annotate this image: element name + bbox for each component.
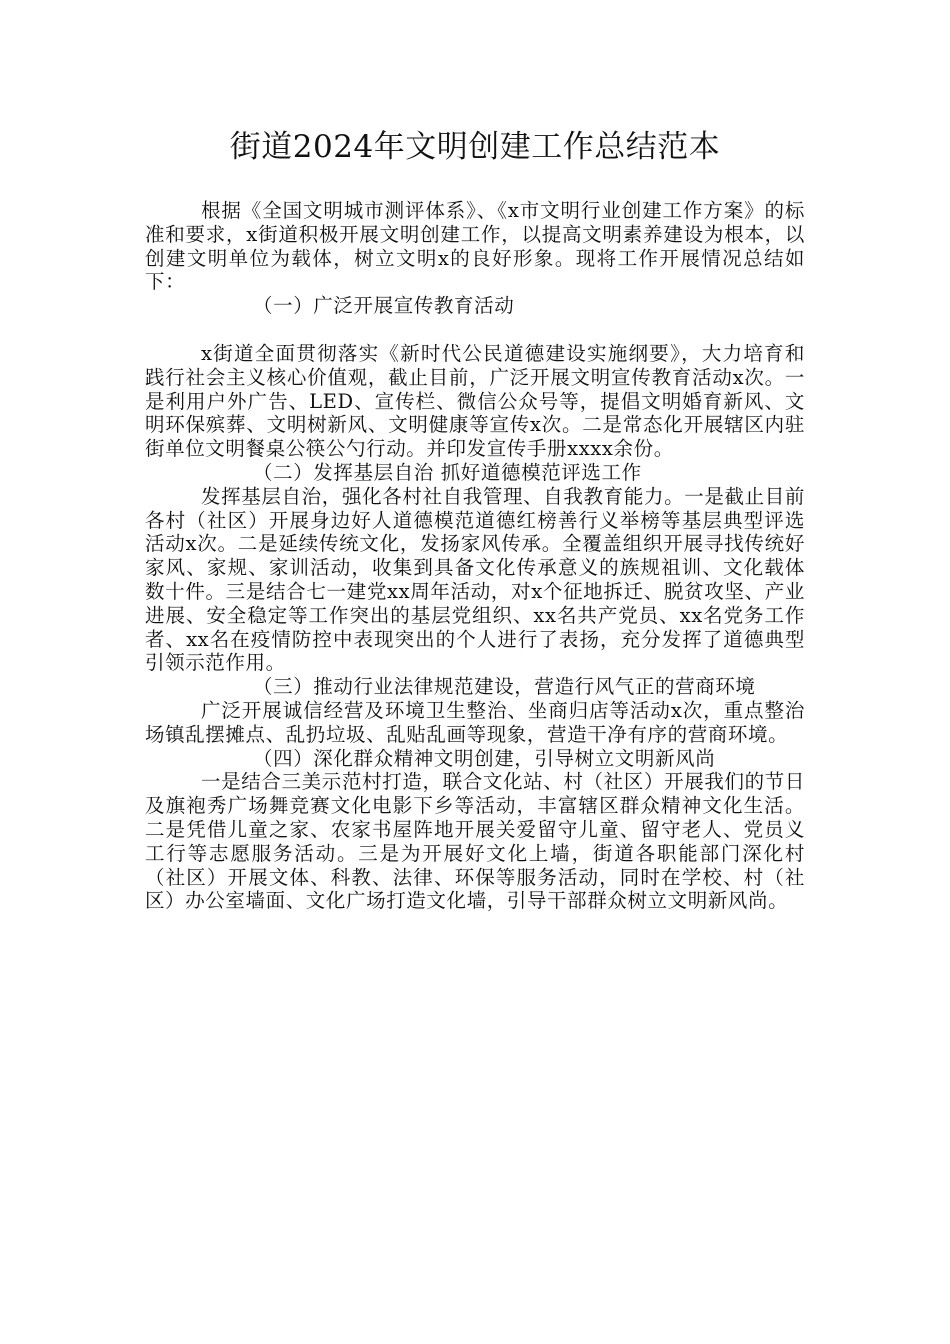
document-page xyxy=(145,125,805,913)
section-1-body: x街道全面贯彻落实《新时代公民道德建设实施纲要》，大力培育和践行社会主义核心价值观，截止目前，广泛开展文明宣传教育活动x次。一是利用户外广告、LED、宣传栏、微信公众号等，提倡文明婚育新风、文明环保殡葬、文明树新风、文明健康等宣传x次。二是常态化开展辖区内驻街单位文明餐桌公筷公勺行动。并印发宣传手册xxxx余份。 xyxy=(145,341,805,461)
intro-paragraph: 根据《全国文明城市测评体系》、《x市文明行业创建工作方案》的标准和要求，x街道积极开展文明创建工作，以提高文明素养建设为根本，以创建文明单位为载体，树立文明x的良好形象。现将工作开展情况总结如下： xyxy=(145,199,805,294)
blank-line xyxy=(145,318,805,342)
section-4-body: 一是结合三美示范村打造，联合文化站、村（社区）开展我们的节日及旗袍秀广场舞竞赛文化电影下乡等活动，丰富辖区群众精神文化生活。二是凭借儿童之家、农家书屋阵地开展关爱留守儿童、留守老人、党员义工行等志愿服务活动。三是为开展好文化上墙，街道各职能部门深化村（社区）开展文体、科教、法律、环保等服务活动，同时在学校、村（社区）办公室墙面、文化广场打造文化墙，引导干部群众树立文明新风尚。 xyxy=(145,770,805,913)
section-3-heading: （三）推动行业法律规范建设，营造行风气正的营商环境 xyxy=(253,675,756,699)
document-title: 街道2024年文明创建工作总结范本 xyxy=(229,129,721,165)
section-2-heading: （二）发挥基层自治 抓好道德模范评选工作 xyxy=(253,460,642,484)
section-4-heading: （四）深化群众精神文明创建，引导树立文明新风尚 xyxy=(253,746,716,770)
section-3-body: 广泛开展诚信经营及环境卫生整治、坐商归店等活动x次，重点整治场镇乱摆摊点、乱扔垃圾、乱贴乱画等现象，营造干净有序的营商环境。 xyxy=(145,698,805,746)
section-1-heading: （一）广泛开展宣传教育活动 xyxy=(253,294,515,318)
section-2-body: 发挥基层自治，强化各村社自我管理、自我教育能力。一是截止目前各村（社区）开展身边好人道德模范道德红榜善行义举榜等基层典型评选活动x次。二是延续传统文化，发扬家风传承。全覆盖组织开展寻找传统好家风、家规、家训活动，收集到具备文化传承意义的族规祖训、文化载体数十件。三是结合七一建党xx周年活动，对x个征地拆迁、脱贫攻坚、产业进展、安全稳定等工作突出的基层党组织、xx名共产党员、xx名党务工作者、xx名在疫情防控中表现突出的个人进行了表扬，充分发挥了道德典型引领示范作用。 xyxy=(145,484,805,675)
